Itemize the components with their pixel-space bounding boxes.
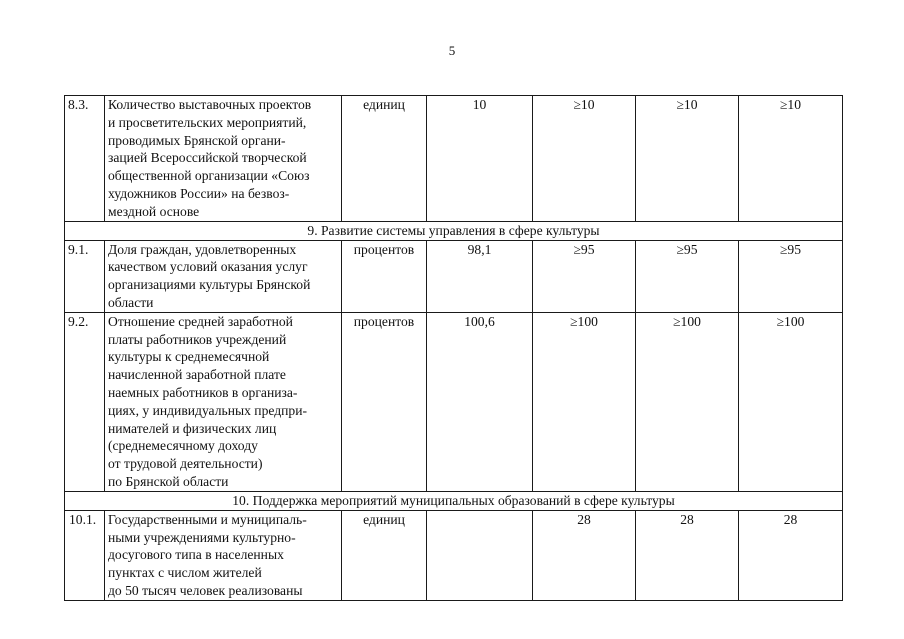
row-description: Доля граждан, удовлетворенных качеством условий оказания услуг организациями культуры Брянской области (105, 240, 342, 312)
row-description: Отношение средней заработной платы работников учреждений культуры к среднемесячной начисленной заработной плате наемных работников в организа- циях, у индивидуальных предпри- нимателей и физических лиц (среднемесячному доходу от трудовой деятельности) по Брянской области (105, 312, 342, 491)
row-value-4: ≥10 (739, 96, 843, 222)
section-heading: 9. Развитие системы управления в сфере культуры (65, 221, 843, 240)
row-number: 9.1. (65, 240, 105, 312)
row-value-2: ≥95 (533, 240, 636, 312)
row-value-1: 98,1 (427, 240, 533, 312)
table-row (65, 96, 843, 222)
row-value-1 (427, 510, 533, 600)
row-unit: процентов (342, 240, 427, 312)
row-number: 8.3. (65, 96, 105, 222)
table-row (65, 240, 843, 312)
row-value-3: ≥100 (636, 312, 739, 491)
row-value-1: 100,6 (427, 312, 533, 491)
row-unit: единиц (342, 510, 427, 600)
row-description: Количество выставочных проектов и просветительских мероприятий, проводимых Брянской органи- зацией Всероссийской творческой общественной организации «Союз художников России» на безвоз- мездной основе (105, 96, 342, 222)
page-number: 5 (448, 43, 456, 58)
row-unit: процентов (342, 312, 427, 491)
section-row (65, 221, 843, 240)
row-unit: единиц (342, 96, 427, 222)
row-value-4: ≥95 (739, 240, 843, 312)
row-value-3: 28 (636, 510, 739, 600)
row-value-4: ≥100 (739, 312, 843, 491)
row-value-2: ≥10 (533, 96, 636, 222)
row-number: 10.1. (65, 510, 105, 600)
row-value-1: 10 (427, 96, 533, 222)
section-heading: 10. Поддержка мероприятий муниципальных образований в сфере культуры (65, 491, 843, 510)
row-value-3: ≥95 (636, 240, 739, 312)
row-value-4: 28 (739, 510, 843, 600)
row-value-3: ≥10 (636, 96, 739, 222)
table-row (65, 312, 843, 491)
table-row (65, 510, 843, 600)
row-description: Государственными и муниципаль- ными учреждениями культурно- досугового типа в населенных пунктах с числом жителей до 50 тысяч человек реализованы (105, 510, 342, 600)
row-value-2: ≥100 (533, 312, 636, 491)
row-number: 9.2. (65, 312, 105, 491)
section-row (65, 491, 843, 510)
row-value-2: 28 (533, 510, 636, 600)
indicators-table (64, 95, 843, 601)
